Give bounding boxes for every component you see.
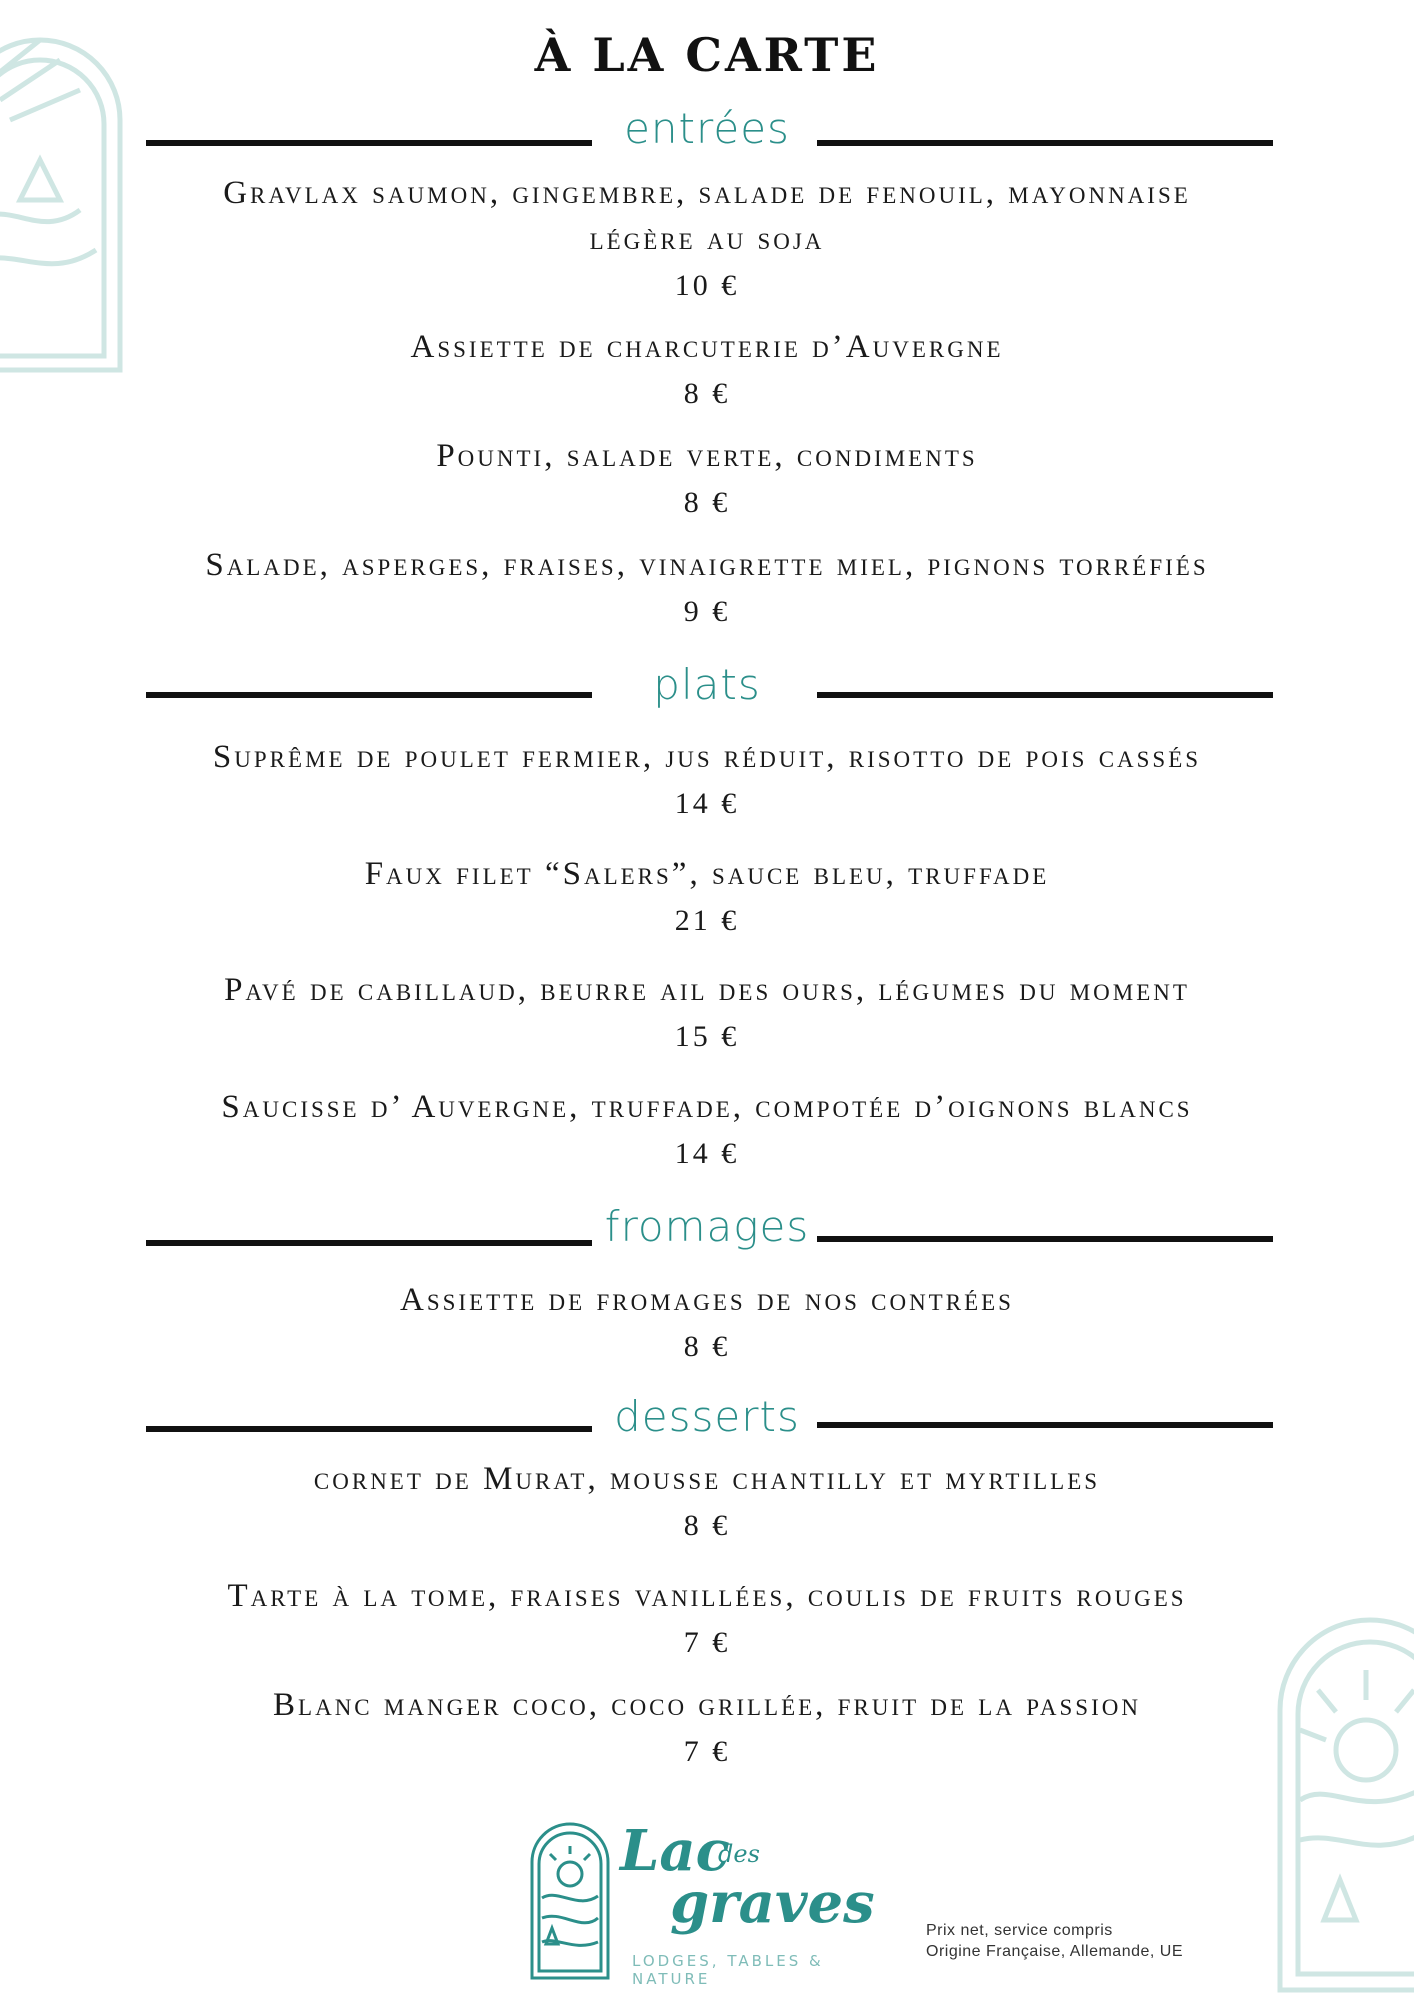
- menu-item: [120, 851, 1294, 943]
- item-name-line: Gravlax saumon, gingembre, salade de fenouil, mayonnaise: [223, 175, 1191, 211]
- item-price: 8 €: [683, 1509, 731, 1542]
- logo-tagline: LODGES, TABLES & NATURE: [632, 1952, 824, 1988]
- section-label: fromages: [604, 1202, 810, 1251]
- divider-right: [817, 1422, 1273, 1428]
- logo-word-lac: Lac: [620, 1818, 730, 1884]
- item-name: Tarte à la tome, fraises vanillées, coulis de fruits rouges: [227, 1578, 1187, 1614]
- section-header-entrees: [0, 104, 1414, 164]
- menu-item: [120, 734, 1294, 826]
- item-name: Pounti, salade verte, condiments: [436, 438, 978, 474]
- item-price: 15 €: [674, 1020, 740, 1053]
- menu-item: [120, 433, 1294, 525]
- menu-item: [120, 324, 1294, 416]
- item-price: 8 €: [683, 1330, 731, 1363]
- item-name: Blanc manger coco, coco grillée, fruit de la passion: [273, 1687, 1141, 1723]
- menu-item: [120, 1084, 1294, 1176]
- footer-note: [926, 1920, 1183, 1962]
- item-name: Saucisse d’ Auvergne, truffade, compotée d’oignons blancs: [221, 1089, 1193, 1125]
- item-price: 7 €: [683, 1626, 731, 1659]
- section-label: plats: [653, 660, 761, 709]
- item-name-line: légère au soja: [589, 221, 825, 257]
- item-name: Assiette de fromages de nos contrées: [400, 1282, 1014, 1318]
- item-price: 8 €: [683, 377, 731, 410]
- menu-item: [120, 967, 1294, 1059]
- divider-right: [817, 1236, 1273, 1242]
- item-price: 14 €: [674, 1137, 740, 1170]
- item-price: 21 €: [674, 904, 740, 937]
- section-header-fromages: [0, 1202, 1414, 1262]
- item-name: Pavé de cabillaud, beurre ail des ours, légumes du moment: [224, 972, 1190, 1008]
- menu-item: [120, 1277, 1294, 1369]
- item-name: Salade, asperges, fraises, vinaigrette miel, pignons torréfiés: [205, 547, 1209, 583]
- brand-logo: [528, 1818, 888, 1988]
- item-price: 14 €: [674, 787, 740, 820]
- menu-item: [120, 1682, 1294, 1774]
- item-name: cornet de Murat, mousse chantilly et myrtilles: [313, 1461, 1101, 1497]
- item-price: 8 €: [683, 486, 731, 519]
- item-price: 10 €: [674, 269, 740, 302]
- footer-line: Origine Française, Allemande, UE: [926, 1943, 1183, 1960]
- item-price: 9 €: [683, 595, 731, 628]
- item-name: Assiette de charcuterie d’Auvergne: [410, 329, 1004, 365]
- menu-item: [120, 170, 1294, 308]
- section-header-plats: [0, 660, 1414, 720]
- divider-right: [817, 140, 1273, 146]
- menu-item: [120, 1456, 1294, 1548]
- section-header-desserts: [0, 1392, 1414, 1452]
- page-title: À LA CARTE: [534, 28, 880, 82]
- logo-word-graves: graves: [670, 1870, 875, 1936]
- section-label: desserts: [614, 1392, 800, 1441]
- item-name: Suprême de poulet fermier, jus réduit, risotto de pois cassés: [212, 739, 1202, 775]
- divider-right: [817, 692, 1273, 698]
- lake-emblem-icon: [528, 1818, 612, 1984]
- section-label: entrées: [624, 104, 790, 153]
- item-price: 7 €: [683, 1735, 731, 1768]
- footer-line: Prix net, service compris: [926, 1922, 1113, 1939]
- menu-item: [120, 542, 1294, 634]
- logo-word-des: des: [718, 1840, 760, 1868]
- item-name: Faux filet “Salers”, sauce bleu, truffade: [364, 856, 1050, 892]
- menu-item: [120, 1573, 1294, 1665]
